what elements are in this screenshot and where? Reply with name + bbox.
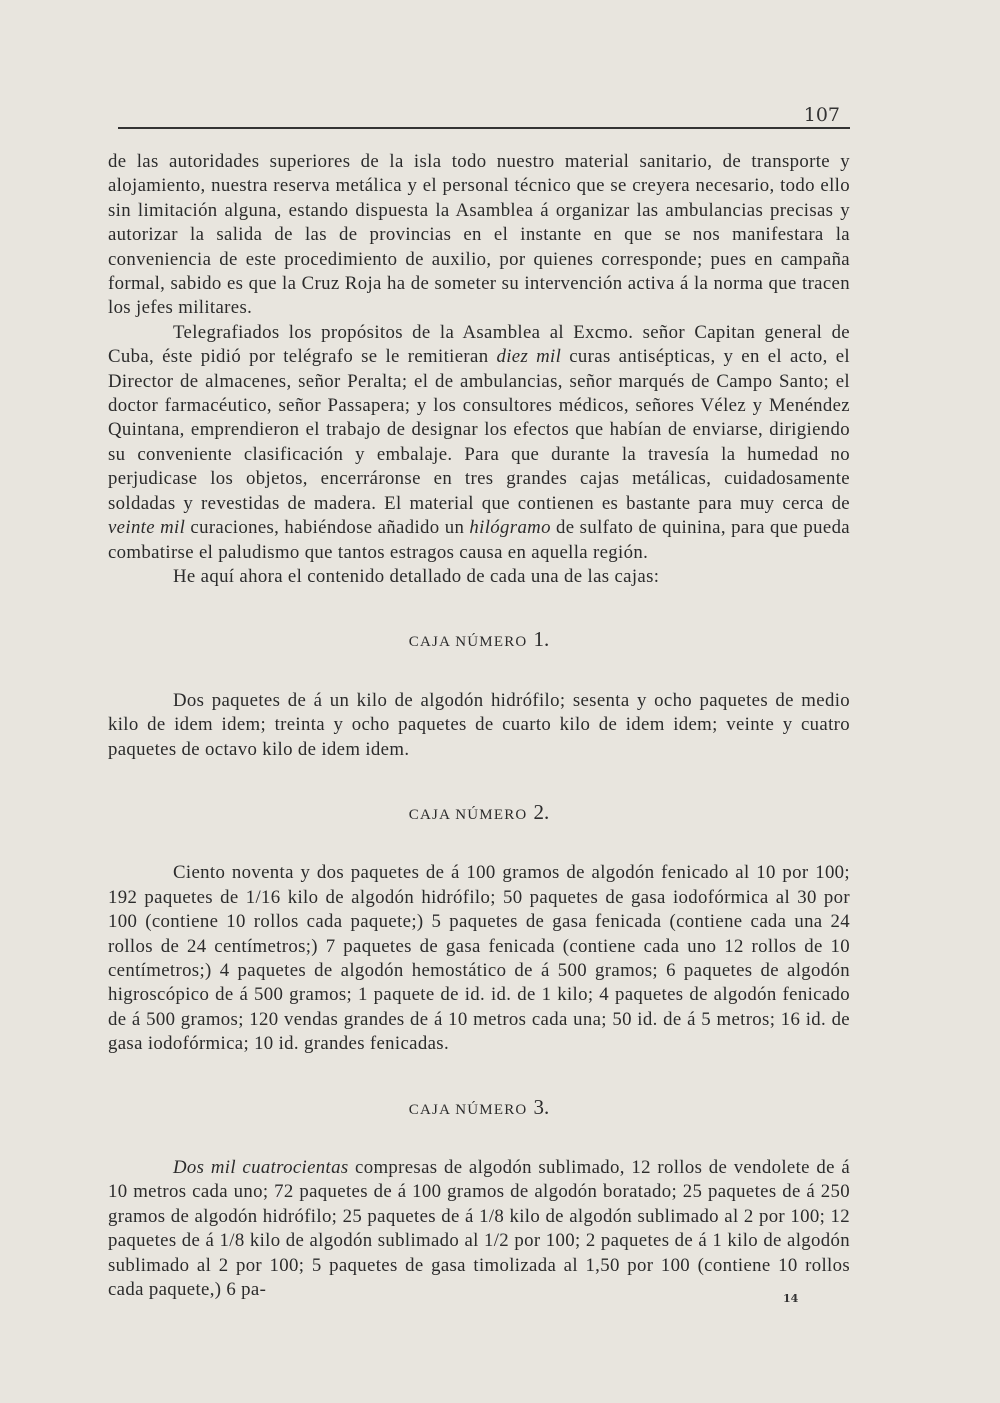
- paragraph-2-part-a: Telegrafiados los propósitos de la Asamblea al Excmo. señor Capitan general de Cuba, éste pidió por telégrafo se le remitieran: [108, 321, 850, 368]
- paragraph-3: He aquí ahora el contenido detallado de cada una de las cajas:: [173, 565, 660, 587]
- section-heading-3-label: CAJA NÚMERO: [408, 1101, 528, 1118]
- section-heading-3: [108, 1095, 850, 1122]
- section-heading-2-number: 2.: [533, 799, 550, 824]
- section-heading-2-label: CAJA NÚMERO: [408, 806, 528, 823]
- section-heading-3-number: 3.: [533, 1094, 550, 1119]
- paragraph-2-emphasis-1: diez mil: [496, 346, 562, 368]
- page-body: [108, 150, 850, 1302]
- signature-mark: 14: [783, 1292, 799, 1305]
- paragraph-1: de las autoridades superiores de la isla todo nuestro material sanitario, de transporte y alojamiento, nuestra reserva metálica y el personal técnico que se creyera necesario, todo ello sin limitación alguna, estando dispuesta la Asamblea á organizar las ambulancias precisas y autorizar la salida de las de provincias en el instante en que se nos manifestara la conveniencia de este procedimiento de auxilio, por quienes corresponde; pues en campaña formal, sabido es que la Cruz Roja ha de someter su intervención activa á la norma que tracen los jefes militares.: [108, 151, 850, 319]
- section-heading-1-number: 1.: [533, 627, 550, 652]
- section-3-body: compresas de algodón sublimado, 12 rollos de vendolete de á 10 metros cada uno; 72 paquetes de á 100 gramos de algodón boratado; 25 paquetes de á 250 gramos de algodón hidrófilo; 25 paquetes de á 1/8 kilo de algodón sublimado al 2 por 100; 12 paquetes de á 1/8 kilo de algodón sublimado al 1/2 por 100; 2 paquetes de á 1 kilo de algodón sublimado al 2 por 100; 5 paquetes de gasa timolizada al 1,50 por 100 (contiene 10 rollos cada paquete,) 6 pa-: [108, 1157, 851, 1301]
- section-heading-1: [108, 627, 850, 654]
- section-heading-2: [108, 800, 850, 827]
- section-1-text: Dos paquetes de á un kilo de algodón hidrófilo; sesenta y ocho paquetes de medio kilo de idem idem; treinta y ocho paquetes de cuarto kilo de idem idem; veinte y cuatro paquetes de octavo kilo de idem idem.: [108, 689, 850, 760]
- header-rule: [118, 127, 850, 129]
- paragraph-2-emphasis-3: hilógramo: [469, 517, 551, 539]
- section-3-text: [108, 1156, 850, 1302]
- paragraph-2-emphasis-2: veinte mil: [108, 517, 186, 539]
- paragraph-2-part-c: curaciones, habiéndose añadido un: [185, 517, 470, 539]
- section-2-text: Ciento noventa y dos paquetes de á 100 gramos de algodón fenicado al 10 por 100; 192 paquetes de 1/16 kilo de algodón hidrófilo; 50 paquetes de gasa iodofórmica al 30 por 100 (contiene 10 rollos cada paquete;) 5 paquetes de gasa fenicada (contiene cada una 24 rollos de 24 centímetros;) 7 paquetes de gasa fenicada (contiene cada uno 12 rollos de 10 centímetros;) 4 paquetes de algodón hemostático de á 500 gramos; 6 paquetes de algodón higroscópico de á 500 gramos; 1 paquete de id. id. de 1 kilo; 4 paquetes de algodón fenicado de á 500 gramos; 120 vendas grandes de á 10 metros cada una; 50 id. de á 5 metros; 16 id. de gasa iodofórmica; 10 id. grandes fenicadas.: [108, 862, 850, 1055]
- section-3-emphasis: Dos mil cuatrocientas: [173, 1157, 349, 1178]
- paragraph-2: [108, 321, 850, 565]
- page-number: 107: [803, 104, 840, 126]
- paragraph-2-part-d: de sulfato de quinina, para que pueda combatirse el paludismo que tantos estragos causa en aquella región.: [108, 517, 850, 563]
- section-heading-1-label: CAJA NÚMERO: [408, 634, 528, 651]
- page-header: [118, 104, 850, 134]
- paragraph-2-part-b: curas antisépticas, y en el acto, el Director de almacenes, señor Peralta; el de ambulancias, señor marqués de Campo Santo; el doctor farmacéutico, señor Passapera; y los consultores médicos, señores Vélez y Menéndez Quintana, emprendieron el trabajo de designar los efectos que habían de enviarse, dirigiendo su conveniente clasificación y embalaje. Para que durante la travesía la humedad no perjudicase los objetos, encerráronse en tres grandes cajas metálicas, cuidadosamente soldadas y revestidas de madera. El material que contienen es bastante para muy cerca de: [108, 346, 850, 514]
